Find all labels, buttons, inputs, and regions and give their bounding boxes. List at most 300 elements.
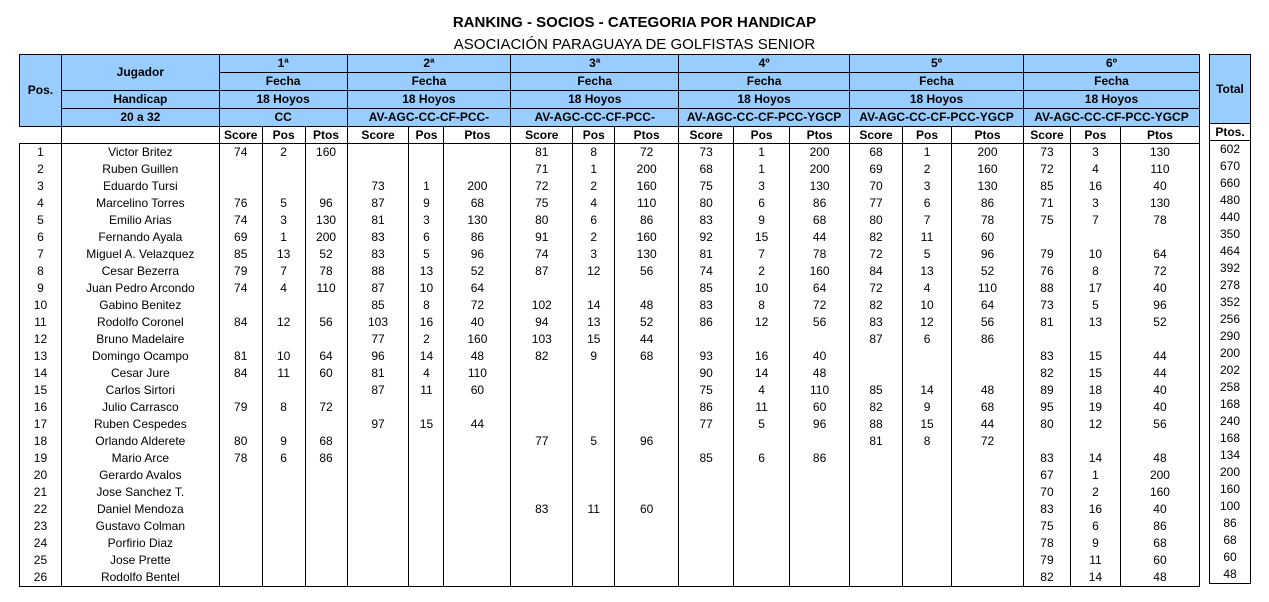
score-cell: 85: [679, 450, 734, 467]
pos-cell: [903, 552, 952, 569]
score-cell: 81: [679, 246, 734, 263]
ptos-cell: 52: [952, 263, 1024, 280]
pos-cell: 1: [1070, 467, 1120, 484]
player-name: Emilio Arias: [61, 212, 219, 229]
score-cell: [511, 484, 573, 501]
score-cell: [1023, 433, 1070, 450]
pos-cell: 19: [1070, 399, 1120, 416]
ptos-cell: 48: [615, 297, 679, 314]
ptos-cell: [444, 569, 511, 587]
score-cell: 83: [1023, 501, 1070, 518]
ptos-cell: 40: [1120, 280, 1199, 297]
pos-cell: [734, 569, 790, 587]
score-cell: 90: [679, 365, 734, 382]
pos-cell: 10: [1070, 246, 1120, 263]
total-cell: 60: [1210, 549, 1251, 566]
fecha-2-num: 2ª: [347, 55, 511, 73]
pos-cell: 8: [573, 144, 615, 162]
score-cell: 72: [850, 246, 903, 263]
pos-cell: 1: [734, 144, 790, 162]
ptos-cell: [305, 161, 347, 178]
score-col-header: Score: [511, 127, 573, 144]
blank-cell: [61, 127, 219, 144]
ptos-cell: [952, 365, 1024, 382]
pos-cell: [1070, 433, 1120, 450]
pos-cell: 7: [903, 212, 952, 229]
score-cell: 84: [219, 314, 262, 331]
ptos-cell: 78: [305, 263, 347, 280]
score-cell: [850, 501, 903, 518]
table-row: [20, 365, 1200, 382]
score-cell: [679, 433, 734, 450]
fecha-6-holes: 18 Hoyos: [1023, 91, 1199, 109]
fecha-6-courses: AV-AGC-CC-CF-PCC-YGCP: [1023, 109, 1199, 127]
fecha-5-label: Fecha: [850, 73, 1024, 91]
score-cell: 75: [1023, 518, 1070, 535]
score-cell: [511, 365, 573, 382]
score-cell: 70: [1023, 484, 1070, 501]
table-row: [20, 263, 1200, 280]
total-cell: 48: [1210, 566, 1251, 584]
pos-cell: 15: [1070, 365, 1120, 382]
pos-col-header: Pos: [409, 127, 444, 144]
ptos-cell: [615, 416, 679, 433]
pos-cell: [409, 518, 444, 535]
ptos-cell: [790, 552, 850, 569]
score-cell: 70: [850, 178, 903, 195]
ptos-cell: 200: [952, 144, 1024, 162]
pos-cell: 2: [262, 144, 305, 162]
total-table: [1209, 54, 1251, 584]
ptos-cell: 86: [305, 450, 347, 467]
pos-cell: [409, 484, 444, 501]
ptos-cell: 60: [790, 399, 850, 416]
player-name: Gustavo Colman: [61, 518, 219, 535]
score-cell: [850, 467, 903, 484]
pos-cell: [409, 552, 444, 569]
ptos-cell: [305, 501, 347, 518]
pos-cell: 12: [734, 314, 790, 331]
ptos-cell: 86: [790, 450, 850, 467]
table-row: [20, 297, 1200, 314]
pos-cell: [262, 416, 305, 433]
pos-cell: [262, 501, 305, 518]
ptos-cell: [444, 399, 511, 416]
pos-cell: 10: [903, 297, 952, 314]
ptos-cell: 44: [615, 331, 679, 348]
pos-cell: 14: [573, 297, 615, 314]
ptos-cell: 72: [305, 399, 347, 416]
table-row: [1210, 209, 1251, 226]
pos-cell: 4: [573, 195, 615, 212]
pos-cell: [734, 501, 790, 518]
ptos-cell: 52: [1120, 314, 1199, 331]
pos-cell: 15: [903, 416, 952, 433]
pos-cell: [573, 569, 615, 587]
pos-cell: 3: [20, 178, 62, 195]
pos-col-header: Pos: [573, 127, 615, 144]
score-cell: 81: [347, 365, 409, 382]
score-cell: 75: [1023, 212, 1070, 229]
pos-cell: [409, 450, 444, 467]
total-cell: 258: [1210, 379, 1251, 396]
score-cell: 74: [219, 280, 262, 297]
ptos-cell: 130: [790, 178, 850, 195]
ptos-cell: [444, 450, 511, 467]
score-cell: [511, 552, 573, 569]
score-cell: 83: [511, 501, 573, 518]
ptos-cell: 52: [615, 314, 679, 331]
score-cell: 81: [511, 144, 573, 162]
score-cell: [850, 569, 903, 587]
ptos-cell: 160: [952, 161, 1024, 178]
score-cell: [347, 569, 409, 587]
pos-cell: 1: [734, 161, 790, 178]
ptos-cell: 200: [1120, 467, 1199, 484]
player-name: Ruben Guillen: [61, 161, 219, 178]
player-name: Porfirio Diaz: [61, 535, 219, 552]
ranking-table: [19, 54, 1200, 587]
ptos-col-header: Ptos: [952, 127, 1024, 144]
pos-cell: [903, 467, 952, 484]
pos-cell: 7: [20, 246, 62, 263]
score-cell: 81: [219, 348, 262, 365]
ptos-col-header: Ptos: [1120, 127, 1199, 144]
ptos-cell: [615, 484, 679, 501]
table-row: [20, 229, 1200, 246]
ptos-cell: [444, 552, 511, 569]
player-name: Cesar Bezerra: [61, 263, 219, 280]
score-cell: 77: [511, 433, 573, 450]
score-cell: [347, 399, 409, 416]
player-name: Bruno Madelaire: [61, 331, 219, 348]
ptos-cell: 56: [1120, 416, 1199, 433]
pos-cell: 14: [1070, 569, 1120, 587]
pos-cell: [734, 518, 790, 535]
pos-cell: 10: [20, 297, 62, 314]
score-cell: [347, 433, 409, 450]
pos-cell: [903, 484, 952, 501]
page-subtitle: ASOCIACIÓN PARAGUAYA DE GOLFISTAS SENIOR: [453, 36, 816, 53]
pos-cell: [262, 484, 305, 501]
table-row: [1210, 141, 1251, 159]
ptos-cell: [952, 467, 1024, 484]
score-cell: [511, 518, 573, 535]
player-name: Jose Sanchez T.: [61, 484, 219, 501]
pos-cell: 4: [903, 280, 952, 297]
pos-cell: [409, 569, 444, 587]
pos-cell: [903, 501, 952, 518]
ptos-cell: 56: [790, 314, 850, 331]
score-cell: 71: [511, 161, 573, 178]
score-cell: 95: [1023, 399, 1070, 416]
pos-cell: 6: [262, 450, 305, 467]
table-row: [20, 467, 1200, 484]
ptos-cell: 48: [1120, 450, 1199, 467]
ptos-cell: 60: [615, 501, 679, 518]
pos-cell: 14: [1070, 450, 1120, 467]
score-cell: 85: [679, 280, 734, 297]
ptos-cell: 96: [952, 246, 1024, 263]
table-row: [20, 450, 1200, 467]
pos-cell: [262, 535, 305, 552]
ptos-cell: 48: [952, 382, 1024, 399]
score-cell: [850, 535, 903, 552]
pos-cell: 13: [573, 314, 615, 331]
pos-cell: 21: [20, 484, 62, 501]
table-row: [20, 161, 1200, 178]
ptos-cell: [952, 518, 1024, 535]
fecha-6-label: Fecha: [1023, 73, 1199, 91]
pos-cell: 18: [1070, 382, 1120, 399]
pos-cell: 23: [20, 518, 62, 535]
pos-col-header: Pos: [734, 127, 790, 144]
fecha-3-label: Fecha: [511, 73, 679, 91]
ptos-col-header: Ptos: [444, 127, 511, 144]
ptos-cell: [305, 484, 347, 501]
ptos-cell: 44: [790, 229, 850, 246]
score-cell: 78: [219, 450, 262, 467]
total-cell: 464: [1210, 243, 1251, 260]
pos-cell: 14: [903, 382, 952, 399]
pos-cell: [262, 569, 305, 587]
pos-cell: 11: [734, 399, 790, 416]
ptos-cell: [952, 535, 1024, 552]
ptos-cell: 68: [615, 348, 679, 365]
score-cell: [679, 331, 734, 348]
ptos-cell: 110: [952, 280, 1024, 297]
score-col-header: Score: [679, 127, 734, 144]
ptos-cell: [305, 382, 347, 399]
ptos-cell: [952, 484, 1024, 501]
pos-cell: 6: [409, 229, 444, 246]
table-row: [20, 195, 1200, 212]
pos-cell: 6: [573, 212, 615, 229]
score-cell: [679, 535, 734, 552]
score-cell: [347, 450, 409, 467]
score-cell: 83: [347, 229, 409, 246]
score-cell: 80: [679, 195, 734, 212]
ptos-cell: 200: [615, 161, 679, 178]
pos-cell: 11: [1070, 552, 1120, 569]
pos-cell: [734, 467, 790, 484]
table-row: [20, 144, 1200, 162]
score-cell: [850, 518, 903, 535]
score-cell: 72: [850, 280, 903, 297]
ptos-cell: 56: [305, 314, 347, 331]
pos-cell: 16: [20, 399, 62, 416]
pos-cell: [903, 535, 952, 552]
ptos-cell: 200: [790, 144, 850, 162]
pos-cell: [573, 467, 615, 484]
table-row: [1210, 566, 1251, 584]
table-row: [20, 212, 1200, 229]
page-title: RANKING - SOCIOS - CATEGORIA POR HANDICAP: [452, 14, 817, 31]
ptos-cell: 96: [1120, 297, 1199, 314]
blank-cell: [20, 127, 62, 144]
pos-cell: 12: [20, 331, 62, 348]
pos-cell: 10: [409, 280, 444, 297]
pos-cell: 9: [20, 280, 62, 297]
pos-cell: 6: [1070, 518, 1120, 535]
score-cell: [511, 450, 573, 467]
ptos-cell: [305, 518, 347, 535]
ptos-cell: 160: [790, 263, 850, 280]
table-row: [1210, 192, 1251, 209]
ptos-cell: 64: [305, 348, 347, 365]
pos-cell: 2: [734, 263, 790, 280]
fecha-4-num: 4º: [679, 55, 850, 73]
pos-cell: 4: [409, 365, 444, 382]
pos-cell: [734, 433, 790, 450]
score-cell: [219, 569, 262, 587]
pos-cell: 24: [20, 535, 62, 552]
score-cell: [219, 382, 262, 399]
total-cell: 100: [1210, 498, 1251, 515]
score-cell: [219, 467, 262, 484]
ptos-cell: 86: [952, 331, 1024, 348]
score-cell: 87: [850, 331, 903, 348]
score-cell: 83: [850, 314, 903, 331]
pos-cell: 2: [573, 229, 615, 246]
pos-cell: 12: [1070, 416, 1120, 433]
pos-cell: 8: [734, 297, 790, 314]
score-cell: [850, 450, 903, 467]
score-cell: 69: [850, 161, 903, 178]
ptos-cell: [305, 467, 347, 484]
ptos-cell: [790, 484, 850, 501]
player-name: Jose Prette: [61, 552, 219, 569]
pos-cell: 13: [409, 263, 444, 280]
pos-cell: 11: [903, 229, 952, 246]
score-cell: 73: [1023, 144, 1070, 162]
ptos-cell: 40: [1120, 399, 1199, 416]
score-cell: [679, 484, 734, 501]
score-cell: 102: [511, 297, 573, 314]
score-cell: 75: [679, 178, 734, 195]
ptos-cell: [615, 280, 679, 297]
ptos-cell: 72: [790, 297, 850, 314]
total-cell: 200: [1210, 345, 1251, 362]
pos-cell: 17: [20, 416, 62, 433]
score-cell: 82: [850, 399, 903, 416]
ptos-cell: [444, 467, 511, 484]
ptos-cell: [615, 399, 679, 416]
score-cell: 87: [511, 263, 573, 280]
ptos-cell: [305, 297, 347, 314]
score-cell: [511, 467, 573, 484]
score-cell: 85: [850, 382, 903, 399]
pos-cell: 25: [20, 552, 62, 569]
pos-cell: [734, 535, 790, 552]
score-cell: 85: [347, 297, 409, 314]
pos-cell: 3: [1070, 195, 1120, 212]
player-name: Rodolfo Coronel: [61, 314, 219, 331]
player-name: Juan Pedro Arcondo: [61, 280, 219, 297]
score-cell: 84: [219, 365, 262, 382]
score-cell: 96: [347, 348, 409, 365]
pos-cell: 5: [903, 246, 952, 263]
player-name: Mario Arce: [61, 450, 219, 467]
score-cell: [219, 416, 262, 433]
pos-cell: [262, 467, 305, 484]
ptos-cell: [615, 467, 679, 484]
score-cell: 73: [679, 144, 734, 162]
jugador-header: Jugador: [61, 55, 219, 91]
pos-cell: 15: [734, 229, 790, 246]
score-cell: [511, 280, 573, 297]
fecha-4-label: Fecha: [679, 73, 850, 91]
pos-cell: 11: [20, 314, 62, 331]
pos-cell: 3: [734, 178, 790, 195]
score-cell: 82: [511, 348, 573, 365]
table-row: [1210, 158, 1251, 175]
ptos-cell: 64: [952, 297, 1024, 314]
ptos-cell: [790, 569, 850, 587]
table-row: [1210, 175, 1251, 192]
ptos-cell: 86: [790, 195, 850, 212]
pos-cell: 14: [20, 365, 62, 382]
total-cell: 200: [1210, 464, 1251, 481]
table-row: [20, 501, 1200, 518]
fecha-2-holes: 18 Hoyos: [347, 91, 511, 109]
ptos-cell: 72: [615, 144, 679, 162]
ptos-cell: 96: [790, 416, 850, 433]
pos-cell: 3: [409, 212, 444, 229]
pos-cell: 3: [262, 212, 305, 229]
pos-cell: 9: [1070, 535, 1120, 552]
pos-cell: [409, 161, 444, 178]
ptos-cell: 110: [305, 280, 347, 297]
table-row: [20, 280, 1200, 297]
pos-cell: [409, 399, 444, 416]
pos-cell: 10: [734, 280, 790, 297]
fecha-1-holes: 18 Hoyos: [219, 91, 347, 109]
pos-cell: 12: [262, 314, 305, 331]
score-cell: 92: [679, 229, 734, 246]
pos-cell: 8: [1070, 263, 1120, 280]
ptos-cell: 78: [952, 212, 1024, 229]
ptos-cell: 96: [615, 433, 679, 450]
ptos-cell: 44: [444, 416, 511, 433]
pos-cell: [409, 467, 444, 484]
score-cell: 77: [347, 331, 409, 348]
score-cell: 81: [1023, 314, 1070, 331]
table-row: [1210, 464, 1251, 481]
ptos-cell: 60: [444, 382, 511, 399]
score-cell: 67: [1023, 467, 1070, 484]
ptos-cell: [1120, 433, 1199, 450]
pos-cell: [573, 552, 615, 569]
pos-cell: 4: [20, 195, 62, 212]
total-cell: 202: [1210, 362, 1251, 379]
ptos-cell: 86: [952, 195, 1024, 212]
pos-cell: [573, 535, 615, 552]
pos-cell: 11: [409, 382, 444, 399]
fecha-1-courses: CC: [219, 109, 347, 127]
pos-cell: 3: [903, 178, 952, 195]
score-col-header: Score: [1023, 127, 1070, 144]
score-cell: 83: [347, 246, 409, 263]
ptos-cell: 96: [444, 246, 511, 263]
ptos-cell: 130: [1120, 144, 1199, 162]
score-cell: 72: [511, 178, 573, 195]
ptos-cell: [305, 178, 347, 195]
ptos-cell: 200: [790, 161, 850, 178]
handicap-header: Handicap: [61, 91, 219, 109]
ptos-cell: 56: [952, 314, 1024, 331]
pos-cell: 2: [409, 331, 444, 348]
